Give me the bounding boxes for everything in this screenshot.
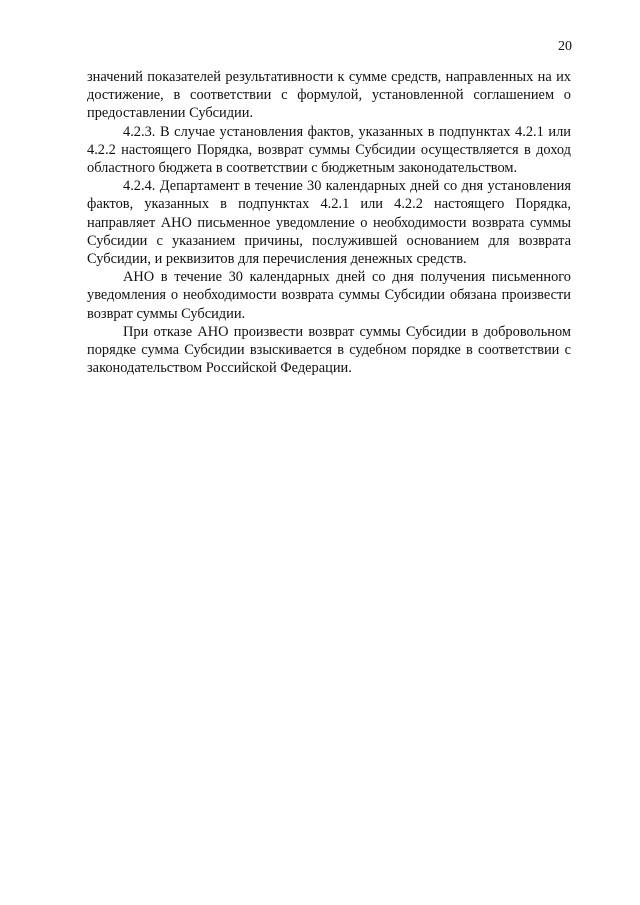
page-number: 20: [558, 39, 572, 54]
paragraph-continuation: значений показателей результативности к сумме средств, направленных на их достижение, в соответствии с формулой, установленной соглашением о предоставлении Субсидии.: [87, 69, 571, 122]
paragraph-4-2-3: 4.2.3. В случае установления фактов, указанных в подпунктах 4.2.1 или 4.2.2 настоящего Порядка, возврат суммы Субсидии осуществляется в доход областного бюджета в соответствии с бюджетным законодательством.: [87, 123, 571, 177]
document-body: [87, 68, 571, 377]
paragraph-4-2-4: 4.2.4. Департамент в течение 30 календарных дней со дня установления фактов, указанных в подпунктах 4.2.1 или 4.2.2 настоящего Порядка, направляет АНО письменное уведомление о необходимости возврата суммы Субсидии с указанием причины, послужившей основанием для возврата Субсидии, и реквизитов для перечисления денежных средств.: [87, 178, 571, 268]
paragraph-refusal: При отказе АНО произвести возврат суммы Субсидии в добровольном порядке сумма Субсидии взыскивается в судебном порядке в соответствии с законодательством Российской Федерации.: [87, 323, 571, 377]
paragraph-ano-return: АНО в течение 30 календарных дней со дня получения письменного уведомления о необходимости возврата суммы Субсидии обязана произвести возврат суммы Субсидии.: [87, 269, 571, 322]
